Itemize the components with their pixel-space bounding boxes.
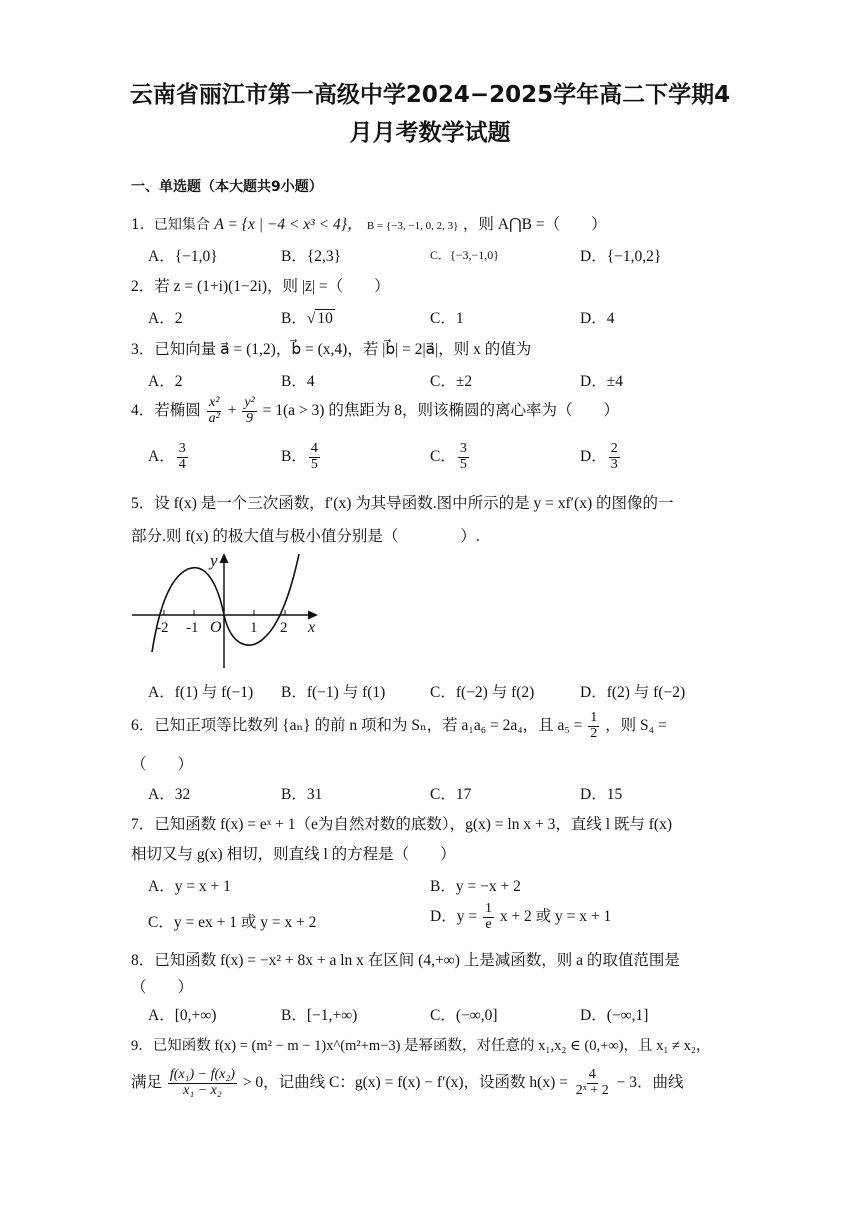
question-8-option-b[interactable]: B．[−1,+∞)	[281, 1007, 358, 1024]
question-7-option-b[interactable]: B．y = −x + 2	[430, 878, 521, 895]
sqrt-radicand: 10	[317, 310, 333, 327]
tick-label: 1	[250, 620, 258, 636]
question-8-option-c[interactable]: C．(−∞,0]	[430, 1007, 498, 1024]
question-1-stem: 1．已知集合 A = {x | −4 < x³ < 4}， B = {−3, −1, 0, 2, 3} ，则 A⋂B =（ ）	[131, 216, 607, 233]
question-8-paren: （ ）	[131, 979, 194, 996]
tick-label: 2	[280, 620, 288, 636]
question-4-option-a[interactable]: A． $\frac{3}{4}$	[148, 441, 186, 472]
question-2-stem: 2．若 z = (1+i)(1−2i)，则 |z̄| =（ ）	[131, 278, 390, 295]
question-7-option-d[interactable]: D．y = $\frac{1}{e}$ x + 2 或 y = x + 1	[430, 901, 612, 932]
question-5-option-a[interactable]: A．f(1) 与 f(−1)	[148, 684, 254, 701]
page-title	[100, 76, 760, 152]
section-heading: 一、单选题（本大题共9小题）	[131, 179, 323, 195]
question-4-option-b[interactable]: B． $\frac{4}{5}$	[281, 441, 318, 472]
question-9-line-2: 满足 $\frac{\text{f(x₁) − f(x₂)}}{\text{x₁ − x₂}}$ > 0，记曲线 C：g(x) = f(x) − f′(x)，设函数 h(x) = $\frac{4}{\text{2ˣ + 2}}$ − 3．曲线	[131, 1067, 684, 1098]
question-1-option-d[interactable]: D．{−1,0,2}	[580, 248, 662, 265]
question-7-line-1: 7．已知函数 f(x) = eˣ + 1（e为自然对数的底数），g(x) = ln x + 3，直线 l 既与 f(x)	[131, 816, 672, 833]
tick-label: -2	[156, 620, 169, 636]
function-graph	[128, 548, 323, 670]
question-8-line-1: 8．已知函数 f(x) = −x² + 8x + a ln x 在区间 (4,+∞) 上是减函数，则 a 的取值范围是	[131, 952, 680, 969]
question-5-option-c[interactable]: C．f(−2) 与 f(2)	[430, 684, 535, 701]
question-8-option-a[interactable]: A．[0,+∞)	[148, 1007, 217, 1024]
y-axis-label: y	[210, 551, 218, 570]
title-line-1: 云南省丽江市第一高级中学2024−2025学年高二下学期4	[129, 82, 731, 108]
question-4-option-d[interactable]: D． $\frac{2}{3}$	[580, 441, 618, 472]
curve	[152, 554, 299, 652]
question-5-option-b[interactable]: B．f(−1) 与 f(1)	[281, 684, 386, 701]
question-3-stem: 3．已知向量 a⃗ = (1,2)，b⃗ = (x,4)，若 |b⃗| = 2|a⃗|，则 x 的值为	[131, 341, 532, 358]
question-5-line-2: 部分.则 f(x) 的极大值与极小值分别是（ ）.	[131, 528, 480, 545]
question-1-option-c[interactable]: C．{−3,−1,0}	[430, 248, 500, 262]
question-1-option-b[interactable]: B．{2,3}	[281, 248, 342, 265]
question-6-stem: 6．已知正项等比数列 {aₙ} 的前 n 项和为 Sₙ，若 a₁a₆ = 2a₄，且 a₅ = $\frac{1}{2}$ ，则 S₄ =	[131, 710, 667, 741]
tick-label: -1	[186, 620, 199, 636]
question-7-option-c[interactable]: C．y = ex + 1 或 y = x + 2	[148, 914, 317, 931]
question-5-option-d[interactable]: D．f(2) 与 f(−2)	[580, 684, 686, 701]
question-3-option-b[interactable]: B．4	[281, 373, 315, 390]
question-7-line-2: 相切又与 g(x) 相切，则直线 l 的方程是（ ）	[131, 846, 456, 863]
question-2-option-d[interactable]: D．4	[580, 310, 615, 327]
question-3-option-a[interactable]: A．2	[148, 373, 183, 390]
title-line-2: 月月考数学试题	[349, 120, 511, 146]
y-axis-arrow	[220, 553, 229, 563]
question-9-line-1: 9．已知函数 f(x) = (m² − m − 1)x^(m²+m−3) 是幂函数，对任意的 x₁,x₂ ∈ (0,+∞)，且 x₁ ≠ x₂，	[131, 1038, 711, 1054]
question-6-option-b[interactable]: B．31	[281, 786, 323, 803]
question-7-option-a[interactable]: A．y = x + 1	[148, 878, 231, 895]
question-6-option-a[interactable]: A．32	[148, 786, 191, 803]
question-4-stem: 4．若椭圆 $\frac{\text{x²}}{\text{a²}}$ + $\frac{\text{y²}}{9}$ = 1(a > 3) 的焦距为 8，则该椭圆的离心率为（ ）	[131, 395, 619, 426]
question-1-option-a[interactable]: A．{−1,0}	[148, 248, 218, 265]
question-2-option-a[interactable]: A．2	[148, 310, 183, 327]
x-axis-label: x	[308, 619, 316, 636]
question-5-line-1: 5．设 f(x) 是一个三次函数，f′(x) 为其导函数.图中所示的是 y = xf′(x) 的图像的一	[131, 495, 674, 512]
question-6-paren: （ ）	[131, 756, 194, 773]
question-4-option-c[interactable]: C． $\frac{3}{5}$	[430, 441, 467, 472]
question-2-option-c[interactable]: C．1	[430, 310, 464, 327]
question-3-option-c[interactable]: C．±2	[430, 373, 473, 390]
question-6-option-d[interactable]: D．15	[580, 786, 623, 803]
origin-label: O	[210, 619, 222, 636]
question-8-option-d[interactable]: D．(−∞,1]	[580, 1007, 649, 1024]
question-6-option-c[interactable]: C．17	[430, 786, 472, 803]
question-2-option-b[interactable]: B．√ 10	[281, 310, 333, 327]
question-3-option-d[interactable]: D．±4	[580, 373, 623, 390]
